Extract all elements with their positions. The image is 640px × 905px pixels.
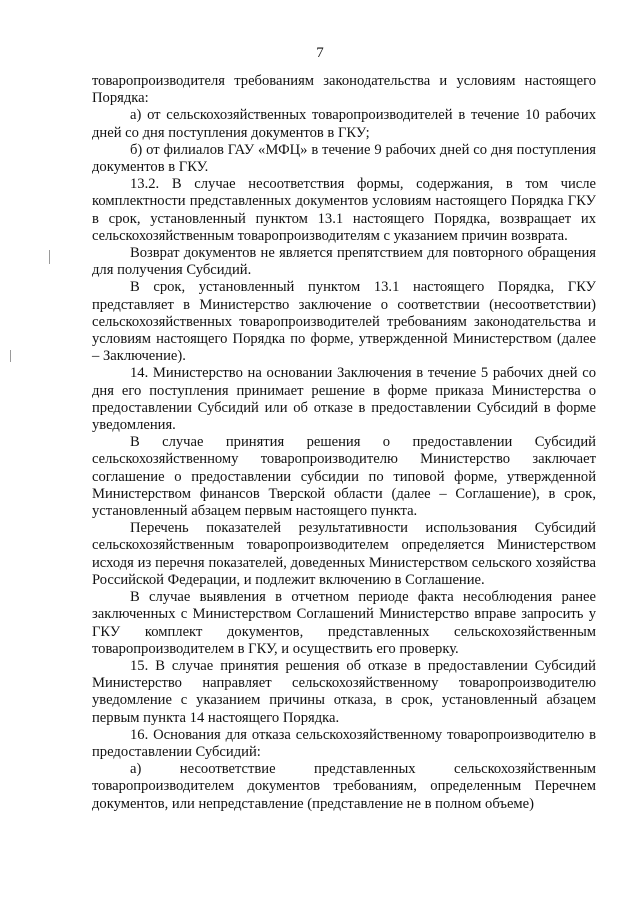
paragraph-conclusion: В срок, установленный пунктом 13.1 настоящего Порядка, ГКУ представляет в Министерство заключение о соответствии (несоответствии) сельскохозяйственных товаропроизводителей требованиям законодательства и условиям настоящего Порядка по форме, утвержденной Министерством (далее – Заключение). [92, 279, 596, 365]
paragraph-15: 15. В случае принятия решения об отказе в предоставлении Субсидий Министерство направляет сельскохозяйственному товаропроизводителю уведомление с указанием причины отказа, в срок, установленный абзацем первым пункта 14 настоящего Порядка. [92, 657, 596, 726]
paragraph-continuation: товаропроизводителя требованиям законодательства и условиям настоящего Порядка: [92, 73, 596, 107]
paragraph-16: 16. Основания для отказа сельскохозяйственному товаропроизводителю в предоставлении Субсидий: [92, 726, 596, 760]
paragraph-indicators: Перечень показателей результативности использования Субсидий сельскохозяйственным товаропроизводителем определяется Министерством исходя из перечня показателей, доведенных Министерством сельского хозяйства Российской Федерации, и подлежит включению в Соглашение. [92, 520, 596, 588]
paragraph-agreement: В случае принятия решения о предоставлении Субсидий сельскохозяйственному товаропроизводителю Министерство заключает соглашение о предоставлении субсидии по типовой форме, утвержденной Министерством финансов Тверской области (далее – Соглашение), в срок, установленный абзацем первым настоящего пункта. [92, 434, 596, 520]
paragraph-verification: В случае выявления в отчетном периоде факта несоблюдения ранее заключенных с Министерством Соглашений Министерство вправе запросить у ГКУ комплект документов, представленных сельскохозяйственным товаропроизводителем в ГКУ, и осуществить его проверку. [92, 589, 596, 657]
document-body [92, 73, 596, 813]
paragraph-item-a: а) от сельскохозяйственных товаропроизводителей в течение 10 рабочих дней со дня поступления документов в ГКУ; [92, 107, 596, 141]
paragraph-16-item-a: а) несоответствие представленных сельскохозяйственным товаропроизводителем документов требованиям, определенным Перечнем документов, или непредставление (представление не в полном объеме) [92, 761, 596, 812]
page-number: 7 [316, 45, 324, 61]
paragraph-14: 14. Министерство на основании Заключения в течение 5 рабочих дней со дня его поступления принимает решение в форме приказа Министерства о предоставлении Субсидий или об отказе в предоставлении Субсидий в форме уведомления. [92, 365, 596, 434]
scan-artifact [10, 350, 11, 362]
paragraph-item-b: б) от филиалов ГАУ «МФЦ» в течение 9 рабочих дней со дня поступления документов в ГКУ. [92, 141, 596, 176]
paragraph-return-documents: Возврат документов не является препятствием для повторного обращения для получения Субсидий. [92, 245, 596, 279]
paragraph-13-2: 13.2. В случае несоответствия формы, содержания, в том числе комплектности представленных документов условиям настоящего Порядка ГКУ в срок, установленный пунктом 13.1 настоящего Порядка, возвращает их сельскохозяйственным товаропроизводителям с указанием причин возврата. [92, 176, 596, 244]
scan-artifact [49, 250, 50, 264]
